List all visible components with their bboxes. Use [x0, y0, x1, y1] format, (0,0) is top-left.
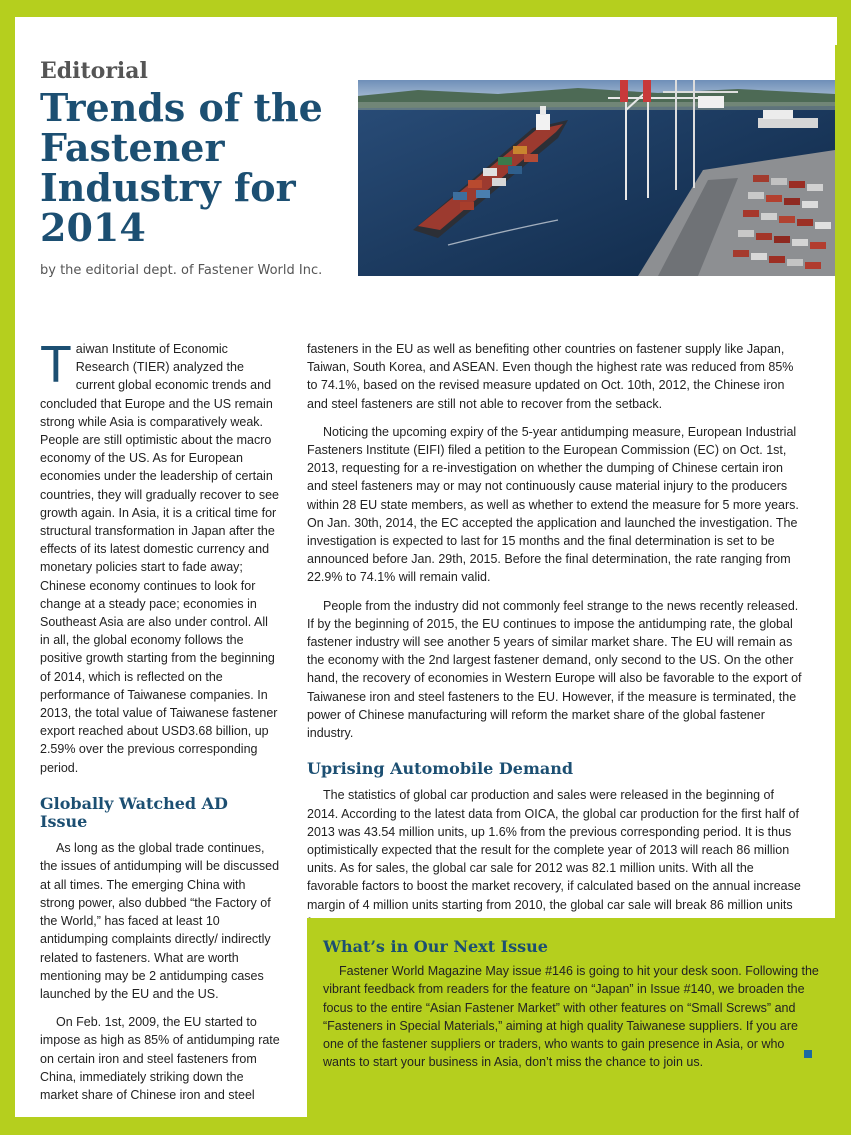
byline: by the editorial dept. of Fastener World Inc. [40, 263, 323, 278]
paragraph: fasteners in the EU as well as benefiting other countries on fastener supply like Japan, Taiwan, South Korea, and ASEAN. Even though the highest rate was reduced from 85% to 74.1%, based on the revised measure updated on Oct. 10th, 2012, the Chinese iron and steel fasteners are still not able to recover from the setback. [307, 342, 794, 411]
next-issue-text: Fastener World Magazine May issue #146 is going to hit your desk soon. Following the vibrant feedback from readers for the feature on “Japan” in Issue #140, we broaden the focus to the entire “Asian Fastener Market” with other features on “Small Screws” and “Fasteners in Special Materials,” aiming at high quality Taiwanese suppliers. If you are one of the fastener suppliers or traders, who wants to gain presence in Asia, or who wants to start your business in Asia, don’t miss the chance to join us. [323, 964, 819, 1070]
drop-cap: T [40, 336, 72, 394]
next-issue-content [323, 938, 819, 1081]
intro-paragraph [40, 336, 280, 777]
next-issue-box [307, 918, 835, 1117]
paragraph: As long as the global trade continues, the issues of antidumping will be discussed at all times. The emerging China with strong power, also dubbed “the Factory of the World,” has faced at least 10 antidumping complaints directly/ indirectly related to fasteners. What are worth mentioning may be 2 antidumping cases launched by the EU and the US. [40, 841, 280, 1001]
left-column [40, 336, 280, 1114]
kicker: Editorial [40, 58, 148, 84]
intro-text: aiwan Institute of Economic Research (TIER) analyzed the current global economic trends and concluded that Europe and the US remain strong while Asia is comparatively weak. People are still optimistic about the macro economy of the US. As for European economies under the leadership of certain countries, they will gradually recover to see growth again. In Asia, it is a critical time for structural transformation in Japan after the effects of its latest domestic currency and monetary policies start to fade away; Chinese economy continues to look for change at a steady pace; economies in Southeast Asia are also under control. All in all, the global economy follows the positive growth starting from the beginning of 2014, which is reflected on the performance of Taiwanese companies. In 2013, the total value of Taiwanese fastener export reached about USD3.68 billion, up 2.59% over the previous corresponding period. [40, 342, 280, 775]
right-column [307, 340, 807, 942]
next-issue-title: What’s in Our Next Issue [323, 937, 548, 956]
section-heading-ad-issue: Globally Watched AD Issue [40, 793, 228, 832]
section-heading-automobile: Uprising Automobile Demand [307, 759, 574, 779]
paragraph: On Feb. 1st, 2009, the EU started to impose as high as 85% of antidumping rate on certain iron and steel fasteners from China, immediately striking down the market share of Chinese iron and steel [40, 1015, 280, 1102]
paragraph: Noticing the upcoming expiry of the 5-year antidumping measure, European Industrial Fasteners Institute (EIFI) filed a petition to the European Commission (EC) on Oct. 1st, 2013, requesting for a re-investigation on whether the dumping of Chinese certain iron and steel fasteners may or may not continuously cause material injury to the producers within 28 EU state members, as well as whether to extend the measure for 5 more years. On Jan. 30th, 2014, the EC accepted the application and launched the investigation. The investigation is expected to last for 15 months and the final determination is set to be announced before Jan. 29th, 2015. Before the final determination, the rate ranging from 22.9% to 74.1% will remain valid. [307, 424, 799, 585]
paragraph: People from the industry did not commonly feel strange to the news recently released. If by the beginning of 2015, the EU continues to impose the antidumping rate, the global fastener industry will see another 5 years of similar market share. The EU will remain as the economy with the 2nd largest fastener demand, only second to the US. On the other hand, the recovery of economies in Western Europe will also be favorable to the export of Taiwanese iron and steel fasteners to the EU. However, if the measure is terminated, the power of Chinese manufacturing will reform the market share of the global fastener industry. [307, 598, 802, 741]
article-title: Trends of the Fastener Industry for 2014 [40, 85, 323, 250]
paragraph: The statistics of global car production and sales were released in the beginning of 2014. According to the latest data from OICA, the global car production for the first half of 2013 was 43.54 million units, up 1.6% from the previous corresponding period. It is thus optimistically expected that the result for the complete year of 2013 will reach 86 million units. As for sales, the global car sale for 2012 was 82.1 million units. With all the favorable factors to boost the market recovery, if calculated based on the annual increase margin of 4 million units starting from 2010, the global car sale will break 86 million units [307, 788, 801, 912]
harbor-photo [358, 80, 835, 276]
end-mark-icon [804, 1050, 812, 1058]
